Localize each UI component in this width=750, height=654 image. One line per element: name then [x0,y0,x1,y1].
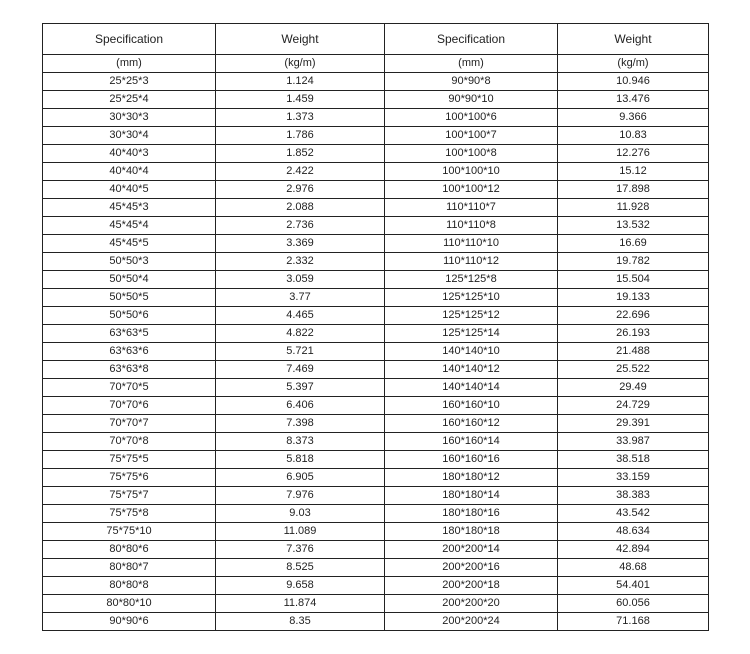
weight-left-cell: 2.976 [216,181,385,199]
weight-left-cell: 7.398 [216,415,385,433]
table-row [43,271,709,289]
header-specification-left: Specification [43,24,216,55]
spec-right-cell: 200*200*16 [385,559,558,577]
weight-left-cell: 1.786 [216,127,385,145]
weight-right-cell: 48.634 [558,523,709,541]
weight-right-cell: 13.532 [558,217,709,235]
units-row [43,55,709,73]
table-row [43,433,709,451]
weight-left-cell: 11.874 [216,595,385,613]
table-row [43,217,709,235]
spec-left-cell: 40*40*5 [43,181,216,199]
weight-right-cell: 17.898 [558,181,709,199]
weight-right-cell: 15.12 [558,163,709,181]
unit-kgm-left: (kg/m) [216,55,385,73]
table-row [43,307,709,325]
table-row [43,451,709,469]
spec-left-cell: 25*25*4 [43,91,216,109]
spec-left-cell: 30*30*3 [43,109,216,127]
spec-left-cell: 90*90*6 [43,613,216,631]
weight-left-cell: 3.369 [216,235,385,253]
weight-right-cell: 13.476 [558,91,709,109]
table-row [43,145,709,163]
spec-left-cell: 40*40*3 [43,145,216,163]
spec-left-cell: 70*70*7 [43,415,216,433]
table-row [43,109,709,127]
table-row [43,397,709,415]
weight-right-cell: 10.83 [558,127,709,145]
table-row [43,73,709,91]
table-row [43,469,709,487]
spec-left-cell: 45*45*5 [43,235,216,253]
spec-left-cell: 70*70*8 [43,433,216,451]
spec-right-cell: 160*160*14 [385,433,558,451]
table-row [43,361,709,379]
weight-left-cell: 6.406 [216,397,385,415]
weight-left-cell: 7.376 [216,541,385,559]
weight-left-cell: 2.088 [216,199,385,217]
weight-left-cell: 1.373 [216,109,385,127]
table-row [43,577,709,595]
spec-right-cell: 110*110*10 [385,235,558,253]
weight-right-cell: 21.488 [558,343,709,361]
spec-right-cell: 100*100*8 [385,145,558,163]
weight-right-cell: 42.894 [558,541,709,559]
weight-left-cell: 9.03 [216,505,385,523]
weight-right-cell: 33.987 [558,433,709,451]
weight-left-cell: 9.658 [216,577,385,595]
spec-right-cell: 180*180*14 [385,487,558,505]
weight-left-cell: 8.525 [216,559,385,577]
table-row [43,343,709,361]
table-row [43,325,709,343]
spec-left-cell: 75*75*7 [43,487,216,505]
spec-left-cell: 30*30*4 [43,127,216,145]
spec-right-cell: 140*140*12 [385,361,558,379]
spec-left-cell: 40*40*4 [43,163,216,181]
weight-right-cell: 10.946 [558,73,709,91]
weight-right-cell: 9.366 [558,109,709,127]
unit-kgm-right: (kg/m) [558,55,709,73]
spec-right-cell: 180*180*18 [385,523,558,541]
spec-left-cell: 50*50*4 [43,271,216,289]
spec-left-cell: 75*75*6 [43,469,216,487]
weight-left-cell: 8.373 [216,433,385,451]
weight-right-cell: 11.928 [558,199,709,217]
weight-left-cell: 2.736 [216,217,385,235]
weight-right-cell: 33.159 [558,469,709,487]
weight-left-cell: 8.35 [216,613,385,631]
spec-right-cell: 110*110*12 [385,253,558,271]
table-row [43,379,709,397]
weight-right-cell: 25.522 [558,361,709,379]
spec-left-cell: 63*63*5 [43,325,216,343]
table-row [43,181,709,199]
weight-right-cell: 26.193 [558,325,709,343]
spec-right-cell: 125*125*12 [385,307,558,325]
weight-right-cell: 38.383 [558,487,709,505]
spec-right-cell: 125*125*14 [385,325,558,343]
spec-right-cell: 90*90*10 [385,91,558,109]
spec-right-cell: 140*140*14 [385,379,558,397]
spec-left-cell: 80*80*8 [43,577,216,595]
table-row [43,127,709,145]
spec-right-cell: 200*200*24 [385,613,558,631]
spec-weight-table [42,23,709,631]
weight-left-cell: 3.059 [216,271,385,289]
weight-right-cell: 29.49 [558,379,709,397]
spec-left-cell: 63*63*6 [43,343,216,361]
table-row [43,559,709,577]
weight-right-cell: 19.133 [558,289,709,307]
table-row [43,163,709,181]
spec-right-cell: 110*110*8 [385,217,558,235]
weight-right-cell: 22.696 [558,307,709,325]
weight-left-cell: 11.089 [216,523,385,541]
spec-left-cell: 50*50*6 [43,307,216,325]
spec-left-cell: 45*45*3 [43,199,216,217]
weight-left-cell: 5.397 [216,379,385,397]
spec-right-cell: 125*125*10 [385,289,558,307]
table-row [43,487,709,505]
table-row [43,235,709,253]
spec-left-cell: 75*75*5 [43,451,216,469]
spec-left-cell: 80*80*6 [43,541,216,559]
header-row [43,24,709,55]
spec-left-cell: 75*75*8 [43,505,216,523]
weight-left-cell: 1.459 [216,91,385,109]
spec-right-cell: 100*100*10 [385,163,558,181]
weight-right-cell: 24.729 [558,397,709,415]
spec-left-cell: 45*45*4 [43,217,216,235]
table-row [43,199,709,217]
spec-right-cell: 100*100*7 [385,127,558,145]
weight-right-cell: 19.782 [558,253,709,271]
table-row [43,505,709,523]
weight-left-cell: 5.818 [216,451,385,469]
table-row [43,613,709,631]
spec-right-cell: 160*160*10 [385,397,558,415]
spec-right-cell: 110*110*7 [385,199,558,217]
weight-right-cell: 15.504 [558,271,709,289]
spec-left-cell: 80*80*10 [43,595,216,613]
weight-right-cell: 71.168 [558,613,709,631]
table-row [43,91,709,109]
spec-right-cell: 125*125*8 [385,271,558,289]
spec-left-cell: 50*50*3 [43,253,216,271]
weight-left-cell: 3.77 [216,289,385,307]
weight-left-cell: 2.332 [216,253,385,271]
weight-left-cell: 7.976 [216,487,385,505]
table-row [43,289,709,307]
spec-right-cell: 90*90*8 [385,73,558,91]
header-specification-right: Specification [385,24,558,55]
weight-right-cell: 38.518 [558,451,709,469]
weight-left-cell: 4.822 [216,325,385,343]
spec-right-cell: 200*200*20 [385,595,558,613]
weight-left-cell: 1.852 [216,145,385,163]
spec-right-cell: 180*180*12 [385,469,558,487]
spec-right-cell: 160*160*16 [385,451,558,469]
table-row [43,253,709,271]
weight-right-cell: 48.68 [558,559,709,577]
spec-right-cell: 200*200*18 [385,577,558,595]
weight-left-cell: 1.124 [216,73,385,91]
header-weight-right: Weight [558,24,709,55]
spec-right-cell: 100*100*12 [385,181,558,199]
weight-right-cell: 60.056 [558,595,709,613]
spec-left-cell: 63*63*8 [43,361,216,379]
header-weight-left: Weight [216,24,385,55]
weight-right-cell: 12.276 [558,145,709,163]
weight-left-cell: 4.465 [216,307,385,325]
spec-left-cell: 25*25*3 [43,73,216,91]
table-row [43,523,709,541]
weight-right-cell: 43.542 [558,505,709,523]
spec-left-cell: 70*70*6 [43,397,216,415]
weight-right-cell: 16.69 [558,235,709,253]
spec-right-cell: 140*140*10 [385,343,558,361]
weight-right-cell: 54.401 [558,577,709,595]
spec-left-cell: 75*75*10 [43,523,216,541]
weight-left-cell: 6.905 [216,469,385,487]
weight-right-cell: 29.391 [558,415,709,433]
unit-mm-right: (mm) [385,55,558,73]
weight-left-cell: 2.422 [216,163,385,181]
spec-left-cell: 80*80*7 [43,559,216,577]
spec-right-cell: 160*160*12 [385,415,558,433]
weight-left-cell: 5.721 [216,343,385,361]
spec-right-cell: 200*200*14 [385,541,558,559]
table-row [43,415,709,433]
unit-mm-left: (mm) [43,55,216,73]
spec-left-cell: 50*50*5 [43,289,216,307]
weight-left-cell: 7.469 [216,361,385,379]
spec-right-cell: 180*180*16 [385,505,558,523]
spec-right-cell: 100*100*6 [385,109,558,127]
spec-left-cell: 70*70*5 [43,379,216,397]
table-row [43,541,709,559]
table-row [43,595,709,613]
